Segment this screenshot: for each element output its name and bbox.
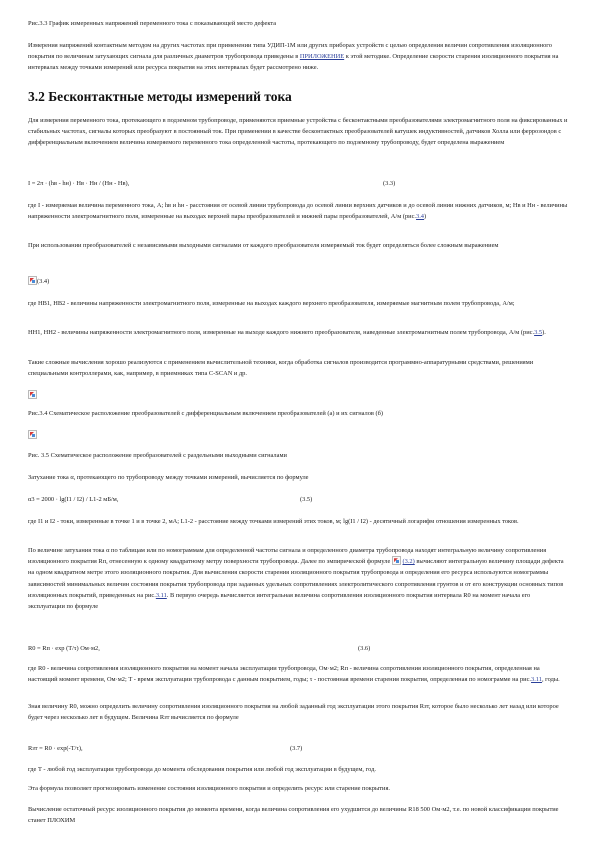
figure-caption-3-4: Рис.3.4 Схематическое расположение преобразователей с дифференциальным включением преобразователей (а) и их сигналов (б) xyxy=(28,410,384,417)
formula-expression: Rзт = R0 · exp(-T/τ), xyxy=(28,745,83,752)
figure-3-4-image xyxy=(28,390,568,401)
formula-number: (3.3) xyxy=(383,180,396,187)
formula-expression: R0 = Rп · exp (T/τ) Ом·м2, xyxy=(28,645,100,652)
paragraph-insulation-resistance: По величине затухания тока α по таблицам или по номограммам для определенной частоты сигнала и определенного диаметра трубопровода находят интегральную величину сопротивления изоляционного покрытия Rп, отнесенную к одному квадратному метру поверхности трубопровода. Далее по эмпирической формуле (3.2) вычисляют интегральную величину площади дефекта на одном квадратном метре этого изоляционного покрытия. Для вычисления скорости старения изоляционного покрытия трубопровода и определения его ресурса используются номограммы зависимостей минимальных величин состояния покрытия трубопровода при заданных удельных сопротивлениях электролитического сопротивления грунтов и от его конструкции основных типов изоляционных покрытий, приведенных на рис.3.11. В первую очередь вычисляется интегральная величина сопротивления изоляционного покрытия интервала R0 на момент начала его эксплуатации по формуле xyxy=(28,547,564,611)
formula-3-5 xyxy=(28,494,568,505)
formula-number: (3.6) xyxy=(358,645,371,652)
formula-expression: I = 2π · (hв - hн) · Нв · Нн / (Нн - Нв), xyxy=(28,180,130,187)
paragraph-computation: Такие сложные вычисления хорошо реализуются с применением вычислительной техники, когда обработка сигналов производится программно-аппаратурными средствами, решениями специальными контроллерами, как, например, в приемниках типа C-SCAN и др. xyxy=(28,359,534,378)
figure-3-11-link[interactable]: 3.11 xyxy=(155,591,167,599)
formula-3-3 xyxy=(28,178,568,189)
figure-caption-3-5: Рис. 3.5 Схематическое расположение преобразователей с раздельными выходными сигналами xyxy=(28,452,287,459)
figure-3-4-link[interactable]: 3.4 xyxy=(416,213,425,221)
figure-3-5-image xyxy=(28,430,568,441)
figure-caption-3-3: Рис.3.3 График измеренных напряжений переменного тока с показывающей место дефекта xyxy=(28,20,277,27)
paragraph-upper-sensors: где НВ1, НВ2 - величины напряженности электромагнитного поля, измеренные на выходах каждого верхнего преобразователя, измеряемые магнитным полем трубопровода, А/м; xyxy=(28,300,515,307)
paragraph-residual-resource: Вычисление остаточный ресурс изоляционного покрытия до момента времени, когда величина сопротивления его ухудшится до величины R18 500 Ом·м2, т.е. по новой классификации покрытие станет ПЛОХИМ xyxy=(28,806,559,825)
formula-number: (3.7) xyxy=(290,745,303,752)
paragraph-formula-3-3-definitions: где I - измеряемая величина переменного тока, А; hв и hн - расстояния от осевой линии трубопровода до осевой линии верхних датчиков и до осевой линии нижних датчиков, м; Нв и Нн - величины напряженности электромагнитного поля, измеренные на выходах верхней пары преобразователей и нижней пары преобразователей, А/м (рис.3.4) xyxy=(28,202,568,221)
paragraph-lower-sensors: НН1, НН2 - величины напряженности электромагнитного поля, измеренные на выходе каждого нижнего преобразователя, наведенные электромагнитным полем трубопровода, А/м (рис.3.5). xyxy=(28,329,546,336)
broken-image-icon xyxy=(392,556,401,565)
appendix-link[interactable]: ПРИЛОЖЕНИЕ xyxy=(299,53,345,61)
formula-number: (3.5) xyxy=(300,496,313,503)
formula-number: (3.4) xyxy=(37,278,50,285)
paragraph-formula-3-6-definitions: где R0 - величина сопротивления изоляционного покрытия на момент начала эксплуатации трубопровода, Ом·м2; Rп - величина сопротивления изоляционного покрытия, определенная на настоящий момент времени, Ом·м2; T - время эксплуатации трубопровода с данным покрытием, годы; τ - постоянная времени старения покрытия, определенная по номограмме на рис.3.11, годы. xyxy=(28,665,560,684)
broken-image-icon xyxy=(28,430,37,439)
formula-3-2-link[interactable]: (3.2) xyxy=(402,558,415,566)
paragraph-contactless-intro: Для измерения переменного тока, протекающего в подземном трубопроводе, применяются приемные устройства с бесконтактными преобразователями электромагнитного поля на фиксированных и стабильных частотах, сигналы которых преобразуют в постоянный ток. При применении в качестве бесконтактных преобразователей катушек индуктивностей, датчиков Холла или феррозондов с дифференциальным включением величина измеряемого переменного тока определенной частоты, протекающего по подземному трубопроводу, будет определена выражением xyxy=(28,117,568,147)
paragraph-independent-sensors: При использовании преобразователей с независимыми выходными сигналами от каждого преобразователя измеряемый ток будет определяться более сложным выражением xyxy=(28,242,499,249)
paragraph-r0-usage: Зная величину R0, можно определить величину сопротивления изоляционного покрытия на любой заданный год эксплуатации этого покрытия Rзт, которое было несколько лет назад или которое будет через несколько лет в будущем. Величина Rзт вычисляется по формуле xyxy=(28,703,559,722)
formula-3-4 xyxy=(28,276,568,287)
formula-3-6 xyxy=(28,643,568,654)
broken-image-icon xyxy=(28,276,37,285)
figure-3-5-link[interactable]: 3.5 xyxy=(534,329,543,336)
paragraph-forecast: Эта формула позволяет прогнозировать изменение состояния изоляционного покрытия и определить ресурс или старение покрытия. xyxy=(28,785,391,792)
broken-image-icon xyxy=(28,390,37,399)
figure-3-11-link[interactable]: 3.11 xyxy=(531,676,542,684)
paragraph-measurement-methods: Измерения напряжений контактным методом на других частотах при применении типа УДИП-1М или других приборах устройств с целью определения величин сопротивления изоляционного покрытия по величинам затухающих сигнала для различных диаметров трубопровода приведены в ПРИЛОЖЕНИЕ к этой методике. Определение скорости старения изоляционного покрытия на интервалах между точками измерений или ресурса покрытия на этих интервалах будет рассмотрено ниже. xyxy=(28,42,559,72)
formula-expression: α3 = 2000 · lg(I1 / I2) / L1-2 мБ/м, xyxy=(28,496,119,503)
paragraph-formula-3-5-definitions: где I1 и I2 - токи, измеренные в точке 1 и в точке 2, мА; L1-2 - расстояние между точками измерений этих токов, м; lg(I1 / I2) - десятичный логарифм отношения измеренных токов. xyxy=(28,518,519,525)
paragraph-formula-3-7-definitions: где T - любой год эксплуатации трубопровода до момента обследования покрытия или любой год эксплуатации в будущем, год. xyxy=(28,766,376,773)
section-heading: 3.2 Бесконтактные методы измерений тока xyxy=(28,89,292,104)
paragraph-attenuation: Затухание тока α, протекающего по трубопроводу между точками измерений, вычисляется по формуле xyxy=(28,474,309,481)
formula-3-7 xyxy=(28,743,568,754)
